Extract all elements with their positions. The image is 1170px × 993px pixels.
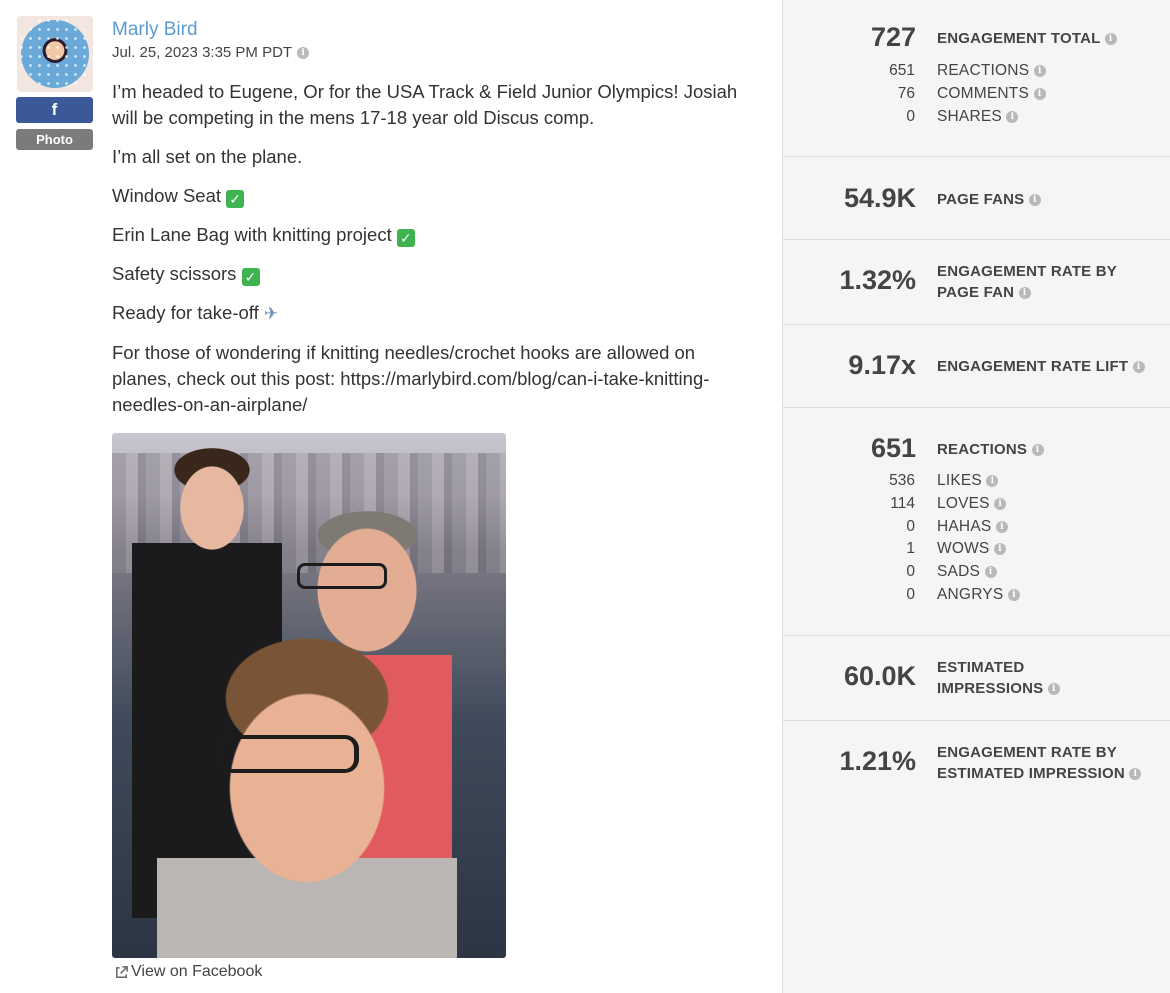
- info-icon[interactable]: i: [1034, 88, 1046, 100]
- photo-glasses: [297, 563, 387, 589]
- info-icon[interactable]: i: [996, 521, 1008, 533]
- engagement-total-label: [937, 28, 1117, 49]
- metric-row-sads: [783, 563, 1170, 585]
- info-icon[interactable]: i: [1105, 33, 1117, 45]
- post-line-text: Window Seat: [112, 185, 221, 206]
- view-on-facebook-link[interactable]: [114, 963, 262, 981]
- metric-row-angrys: [783, 586, 1170, 608]
- metric-row-reactions: [783, 62, 1170, 84]
- info-icon[interactable]: i: [1032, 444, 1044, 456]
- view-on-facebook-label: View on Facebook: [131, 963, 263, 980]
- facebook-network-badge: [16, 97, 93, 123]
- reactions-label: [937, 439, 1044, 460]
- metric-row-shares: [783, 108, 1170, 130]
- post-paragraph: I’m all set on the plane.: [112, 146, 303, 167]
- metric-value: 0: [906, 586, 915, 603]
- estimated-impressions-value: 60.0K: [843, 661, 916, 691]
- metric-label: SHARES i: [937, 108, 1018, 126]
- avatar-pattern: [17, 16, 93, 92]
- check-mark-icon: ✓: [226, 190, 244, 208]
- label-line: ESTIMATED IMPRESSION i: [937, 763, 1141, 784]
- info-icon[interactable]: i: [1129, 768, 1141, 780]
- photo-person: [157, 628, 457, 958]
- metric-label: WOWS i: [937, 540, 1006, 558]
- metric-label: REACTIONS i: [937, 62, 1046, 80]
- author-name-link[interactable]: Marly Bird: [112, 19, 198, 40]
- post-paragraph: I’m headed to Eugene, Or for the USA Track & Field Junior Olympics! Josiah will be competing in the mens 17-18 year old Discus comp.: [112, 81, 738, 128]
- info-icon[interactable]: i: [985, 566, 997, 578]
- page-fans-value: 54.9K: [843, 183, 916, 213]
- reactions-label-text: REACTIONS: [937, 441, 1028, 458]
- metric-value: 536: [889, 472, 915, 489]
- metric-value: 76: [897, 85, 915, 102]
- page-fans-block: [783, 157, 1170, 240]
- metric-label: SADS i: [937, 563, 997, 581]
- metric-row-comments: [783, 85, 1170, 107]
- page-fans-label-text: PAGE FANS: [937, 191, 1025, 208]
- check-mark-icon: ✓: [397, 229, 415, 247]
- engagement-rate-by-impression-value: 1.21%: [839, 746, 916, 776]
- engagement-total-label-text: ENGAGEMENT TOTAL: [937, 30, 1101, 47]
- post-type-badge: Photo: [16, 129, 93, 150]
- info-icon[interactable]: i: [1048, 683, 1060, 695]
- info-icon[interactable]: i: [297, 47, 309, 59]
- engagement-rate-lift-label: [937, 356, 1145, 377]
- reactions-value: 651: [870, 433, 916, 463]
- info-icon[interactable]: i: [1034, 65, 1046, 77]
- label-line: ENGAGEMENT RATE BY: [937, 744, 1117, 761]
- label-line: PAGE FAN i: [937, 282, 1117, 303]
- engagement-rate-lift-label-text: ENGAGEMENT RATE LIFT: [937, 358, 1129, 375]
- info-icon[interactable]: i: [994, 543, 1006, 555]
- info-icon[interactable]: i: [994, 498, 1006, 510]
- metrics-panel: [782, 0, 1170, 993]
- metric-label: ANGRYS i: [937, 586, 1020, 604]
- estimated-impressions-block: [783, 636, 1170, 721]
- metric-value: 1: [906, 540, 915, 557]
- engagement-total-value: 727: [870, 22, 916, 52]
- post-timestamp: [112, 44, 309, 61]
- info-icon[interactable]: i: [986, 475, 998, 487]
- post-line-text: Erin Lane Bag with knitting project: [112, 224, 392, 245]
- engagement-rate-by-impression-block: [783, 721, 1170, 811]
- engagement-total-block: [783, 0, 1170, 157]
- metric-row-hahas: [783, 518, 1170, 540]
- author-avatar[interactable]: [17, 16, 93, 92]
- label-line: IMPRESSIONS i: [937, 678, 1060, 699]
- page-fans-label: [937, 189, 1041, 210]
- post-line-text: Ready for take-off: [112, 302, 259, 323]
- metric-label: LIKES i: [937, 472, 998, 490]
- post-paragraph: [112, 183, 757, 209]
- timestamp-text: Jul. 25, 2023 3:35 PM PDT: [112, 44, 293, 61]
- post-line-text: Safety scissors: [112, 263, 237, 284]
- info-icon[interactable]: i: [1008, 589, 1020, 601]
- metric-row-likes: [783, 472, 1170, 494]
- engagement-rate-by-fan-block: [783, 240, 1170, 325]
- metric-value: 0: [906, 563, 915, 580]
- facebook-icon: f: [51, 100, 58, 119]
- post-paragraph: For those of wondering if knitting needles/crochet hooks are allowed on planes, check out this post: https://marlybird.com/blog/can-i-take-knitting-needles-on-an-airplane/: [112, 342, 710, 415]
- airplane-icon: ✈: [263, 304, 279, 323]
- metric-label: COMMENTS i: [937, 85, 1046, 103]
- reactions-block: [783, 408, 1170, 636]
- metric-label: LOVES i: [937, 495, 1006, 513]
- photo-glasses: [219, 735, 359, 773]
- metric-value: 114: [890, 495, 915, 512]
- external-link-icon: [114, 965, 129, 980]
- label-line: ENGAGEMENT RATE BY: [937, 263, 1117, 280]
- info-icon[interactable]: i: [1019, 287, 1031, 299]
- engagement-rate-lift-block: [783, 325, 1170, 408]
- post-paragraph: [112, 261, 757, 287]
- label-line: ESTIMATED: [937, 659, 1025, 676]
- post-paragraph: [112, 222, 757, 248]
- engagement-rate-by-impression-label: [937, 742, 1141, 784]
- engagement-rate-by-fan-label: [937, 261, 1117, 303]
- engagement-rate-lift-value: 9.17x: [848, 350, 916, 380]
- info-icon[interactable]: i: [1133, 361, 1145, 373]
- info-icon[interactable]: i: [1006, 111, 1018, 123]
- engagement-rate-by-fan-value: 1.32%: [839, 265, 916, 295]
- estimated-impressions-label: [937, 657, 1060, 699]
- metric-row-wows: [783, 540, 1170, 562]
- post-body: [112, 79, 757, 431]
- metric-value: 0: [906, 108, 915, 125]
- metric-value: 0: [906, 518, 915, 535]
- metric-value: 651: [889, 62, 915, 79]
- info-icon[interactable]: i: [1029, 194, 1041, 206]
- post-paragraph: [112, 300, 757, 327]
- post-photo[interactable]: [112, 433, 506, 958]
- metric-label: HAHAS i: [937, 518, 1008, 536]
- check-mark-icon: ✓: [242, 268, 260, 286]
- metric-row-loves: [783, 495, 1170, 517]
